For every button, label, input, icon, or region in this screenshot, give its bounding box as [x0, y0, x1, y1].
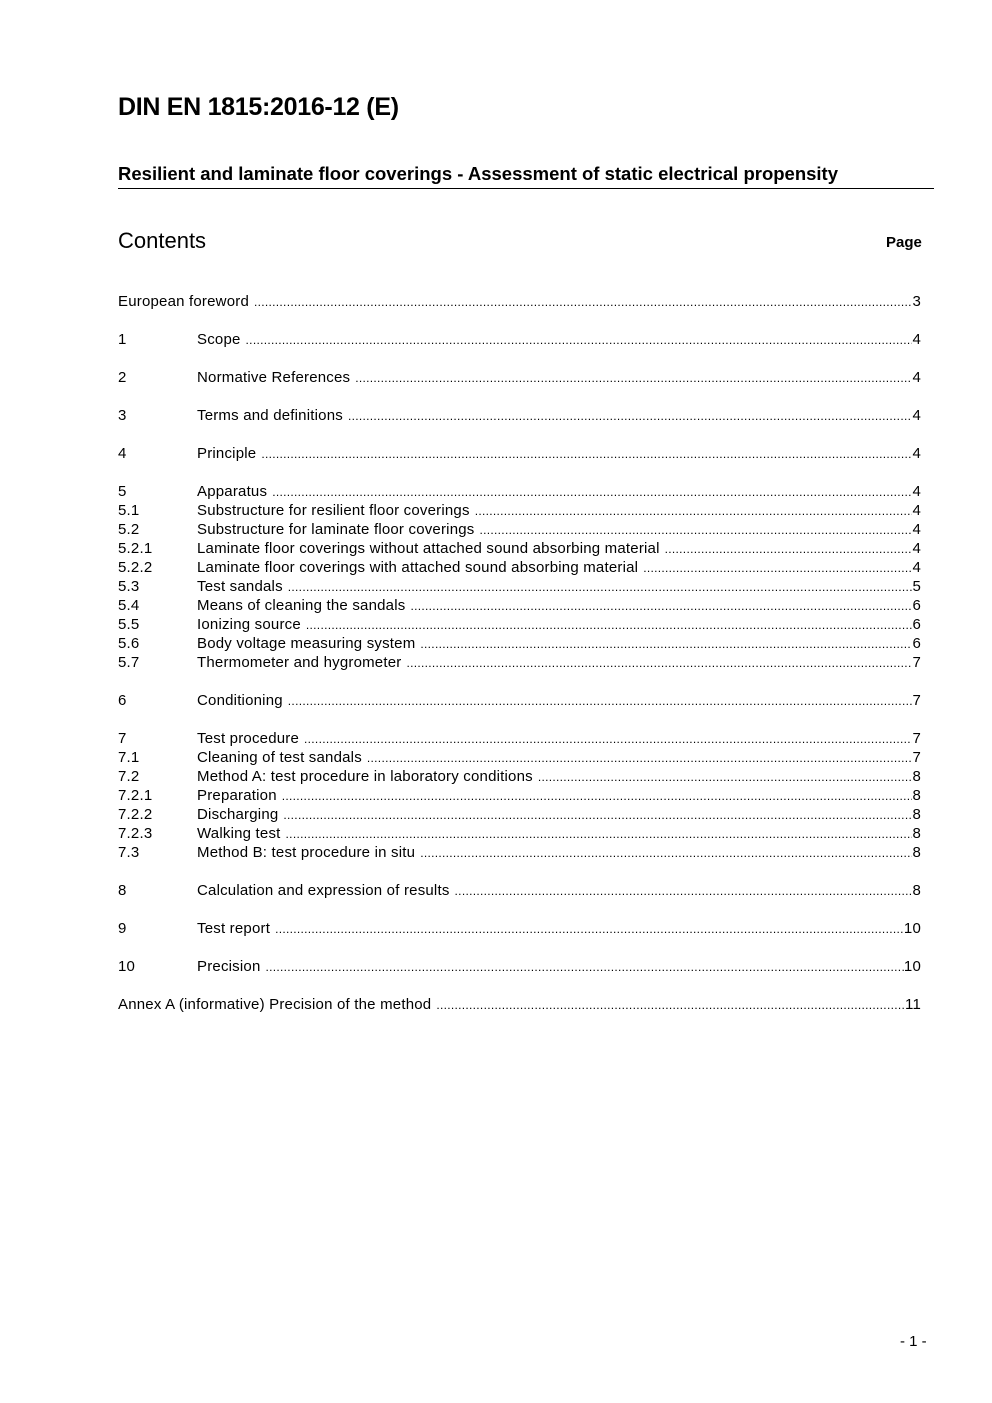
- toc-entry-number: 5.4: [118, 597, 140, 614]
- toc-entry-number: 7.1: [118, 749, 140, 766]
- toc-entry-7[interactable]: [118, 730, 921, 749]
- toc-leader-dots: [266, 960, 904, 974]
- toc-entry-7-3[interactable]: [118, 844, 921, 863]
- toc-entry-7-1[interactable]: [118, 749, 921, 768]
- toc-entry-10[interactable]: [118, 958, 921, 977]
- toc-entry-page: 7: [912, 749, 921, 766]
- toc-entry-5-1[interactable]: [118, 502, 921, 521]
- toc-entry-7-2[interactable]: [118, 768, 921, 787]
- toc-entry-page: 7: [912, 692, 921, 709]
- toc-leader-dots: [275, 922, 904, 936]
- toc-entry-page: 4: [912, 483, 921, 500]
- toc-leader-dots: [538, 770, 913, 784]
- toc-entry-7-2-1[interactable]: [118, 787, 921, 806]
- toc-leader-dots: [283, 808, 912, 822]
- toc-entry-number: 7.2.1: [118, 787, 153, 804]
- toc-entry-page: 8: [912, 844, 921, 861]
- toc-entry-title: Terms and definitions: [197, 407, 343, 424]
- toc-entry-number: 6: [118, 692, 127, 709]
- toc-entry-title: Thermometer and hygrometer: [197, 654, 402, 671]
- toc-entry-1[interactable]: [118, 331, 921, 350]
- toc-entry-european-foreword[interactable]: [118, 293, 921, 312]
- toc-entry-title: Laminate floor coverings with attached sound absorbing material: [197, 559, 639, 576]
- toc-entry-number: 7.3: [118, 844, 140, 861]
- toc-entry-number: 10: [118, 958, 136, 975]
- toc-entry-number: 5.2.1: [118, 540, 153, 557]
- toc-entry-title: Discharging: [197, 806, 279, 823]
- toc-entry-page: 11: [905, 996, 921, 1013]
- toc-entry-title: Scope: [197, 331, 241, 348]
- toc-entry-title: Walking test: [197, 825, 281, 842]
- toc-leader-dots: [367, 751, 913, 765]
- toc-leader-dots: [665, 542, 913, 556]
- toc-entry-annex-a[interactable]: [118, 996, 921, 1015]
- toc-entry-number: 7.2: [118, 768, 140, 785]
- toc-entry-page: 8: [912, 787, 921, 804]
- document-id: DIN EN 1815:2016-12 (E): [118, 93, 399, 121]
- toc-entry-number: 5.5: [118, 616, 140, 633]
- toc-leader-dots: [282, 789, 913, 803]
- toc-entry-page: 10: [903, 958, 921, 975]
- toc-entry-title: Annex A (informative) Precision of the method: [118, 996, 432, 1013]
- toc-entry-title: Precision: [197, 958, 261, 975]
- page-column-label: Page: [886, 234, 922, 251]
- toc-entry-page: 4: [912, 502, 921, 519]
- table-of-contents: [118, 293, 921, 1015]
- toc-entry-5-7[interactable]: [118, 654, 921, 673]
- toc-leader-dots: [254, 295, 912, 309]
- toc-leader-dots: [410, 599, 912, 613]
- toc-entry-number: 5.2.2: [118, 559, 153, 576]
- toc-entry-number: 9: [118, 920, 127, 937]
- toc-leader-dots: [455, 884, 913, 898]
- toc-entry-page: 4: [912, 521, 921, 538]
- toc-entry-number: 5.2: [118, 521, 140, 538]
- toc-leader-dots: [306, 618, 913, 632]
- toc-entry-title: Test sandals: [197, 578, 283, 595]
- toc-entry-title: Method B: test procedure in situ: [197, 844, 416, 861]
- toc-leader-dots: [420, 637, 912, 651]
- toc-entry-number: 7.2.3: [118, 825, 153, 842]
- toc-leader-dots: [436, 998, 905, 1012]
- toc-entry-page: 6: [912, 635, 921, 652]
- contents-heading: Contents: [118, 228, 207, 253]
- toc-entry-number: 3: [118, 407, 127, 424]
- toc-entry-title: Substructure for resilient floor coverings: [197, 502, 470, 519]
- toc-entry-6[interactable]: [118, 692, 921, 711]
- toc-entry-page: 8: [912, 825, 921, 842]
- toc-entry-page: 4: [912, 559, 921, 576]
- toc-leader-dots: [304, 732, 912, 746]
- toc-entry-number: 1: [118, 331, 127, 348]
- toc-entry-7-2-3[interactable]: [118, 825, 921, 844]
- toc-entry-5-2[interactable]: [118, 521, 921, 540]
- toc-entry-number: 5.6: [118, 635, 140, 652]
- toc-entry-page: 8: [912, 768, 921, 785]
- toc-entry-title: Principle: [197, 445, 257, 462]
- toc-leader-dots: [261, 447, 912, 461]
- toc-entry-number: 2: [118, 369, 127, 386]
- toc-entry-5-6[interactable]: [118, 635, 921, 654]
- toc-leader-dots: [348, 409, 913, 423]
- toc-entry-page: 4: [912, 445, 921, 462]
- toc-entry-7-2-2[interactable]: [118, 806, 921, 825]
- toc-entry-page: 3: [912, 293, 921, 310]
- toc-entry-page: 6: [912, 616, 921, 633]
- toc-entry-page: 4: [912, 407, 921, 424]
- toc-leader-dots: [475, 504, 913, 518]
- toc-entry-page: 5: [912, 578, 921, 595]
- toc-entry-title: European foreword: [118, 293, 249, 310]
- toc-entry-title: Test report: [197, 920, 271, 937]
- toc-leader-dots: [420, 846, 912, 860]
- toc-entry-number: 8: [118, 882, 127, 899]
- toc-entry-page: 8: [912, 806, 921, 823]
- toc-entry-page: 4: [912, 369, 921, 386]
- toc-entry-page: 6: [912, 597, 921, 614]
- toc-entry-number: 5.3: [118, 578, 140, 595]
- toc-entry-page: 4: [912, 331, 921, 348]
- toc-entry-number: 5: [118, 483, 127, 500]
- toc-entry-3[interactable]: [118, 407, 921, 426]
- toc-entry-title: Laminate floor coverings without attached sound absorbing material: [197, 540, 660, 557]
- toc-entry-number: 5.1: [118, 502, 140, 519]
- toc-entry-4[interactable]: [118, 445, 921, 464]
- toc-leader-dots: [480, 523, 913, 537]
- toc-entry-5-2-2[interactable]: [118, 559, 921, 578]
- toc-leader-dots: [288, 580, 913, 594]
- toc-entry-title: Preparation: [197, 787, 277, 804]
- toc-entry-title: Ionizing source: [197, 616, 301, 633]
- toc-entry-5-3[interactable]: [118, 578, 921, 597]
- toc-leader-dots: [286, 827, 913, 841]
- toc-leader-dots: [406, 656, 912, 670]
- toc-entry-title: Means of cleaning the sandals: [197, 597, 406, 614]
- toc-leader-dots: [288, 694, 913, 708]
- toc-entry-page: 8: [912, 882, 921, 899]
- toc-entry-number: 4: [118, 445, 127, 462]
- toc-entry-2[interactable]: [118, 369, 921, 388]
- toc-entry-title: Cleaning of test sandals: [197, 749, 362, 766]
- toc-leader-dots: [246, 333, 913, 347]
- toc-leader-dots: [355, 371, 912, 385]
- document-subtitle: Resilient and laminate floor coverings - Assessment of static electrical propensity: [118, 163, 934, 189]
- toc-entry-number: 7.2.2: [118, 806, 153, 823]
- toc-entry-title: Method A: test procedure in laboratory conditions: [197, 768, 533, 785]
- toc-entry-page: 4: [912, 540, 921, 557]
- toc-entry-title: Calculation and expression of results: [197, 882, 450, 899]
- page-number: - 1 -: [900, 1333, 927, 1350]
- toc-entry-5-4[interactable]: [118, 597, 921, 616]
- toc-entry-title: Normative References: [197, 369, 351, 386]
- toc-leader-dots: [643, 561, 912, 575]
- toc-entry-5[interactable]: [118, 483, 921, 502]
- toc-entry-number: 7: [118, 730, 127, 747]
- toc-entry-9[interactable]: [118, 920, 921, 939]
- toc-entry-title: Body voltage measuring system: [197, 635, 416, 652]
- toc-entry-number: 5.7: [118, 654, 140, 671]
- toc-entry-8[interactable]: [118, 882, 921, 901]
- toc-entry-5-5[interactable]: [118, 616, 921, 635]
- toc-entry-page: 10: [903, 920, 921, 937]
- toc-entry-5-2-1[interactable]: [118, 540, 921, 559]
- toc-leader-dots: [272, 485, 912, 499]
- toc-entry-title: Substructure for laminate floor coverings: [197, 521, 475, 538]
- toc-entry-title: Apparatus: [197, 483, 268, 500]
- toc-entry-title: Test procedure: [197, 730, 300, 747]
- toc-entry-page: 7: [912, 654, 921, 671]
- toc-entry-title: Conditioning: [197, 692, 283, 709]
- toc-entry-page: 7: [912, 730, 921, 747]
